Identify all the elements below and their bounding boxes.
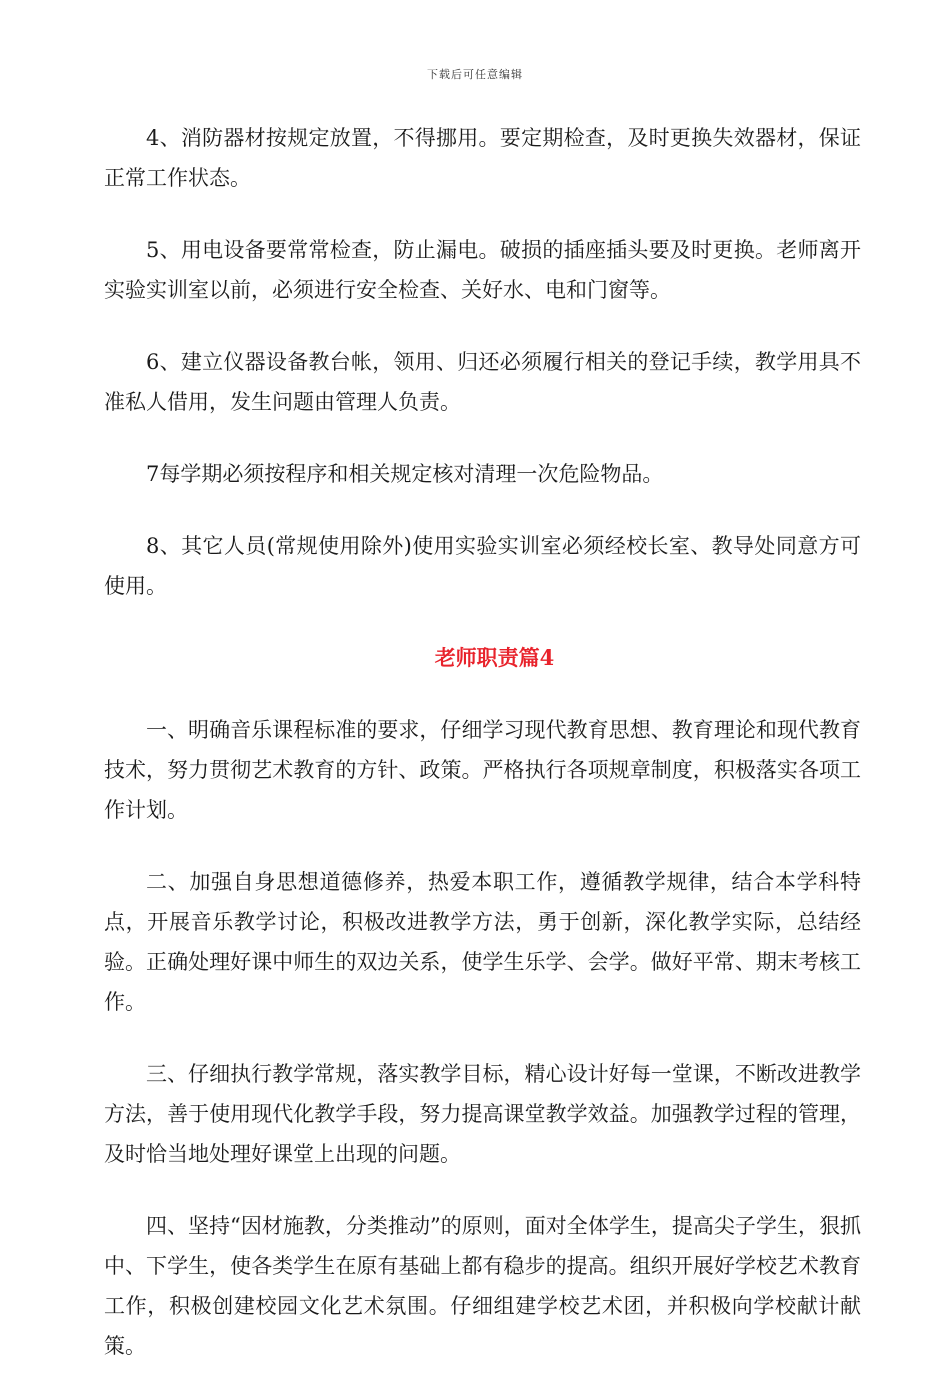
paragraph-item-5: 5、用电设备要常常检查，防止漏电。破损的插座插头要及时更换。老师离开实验实训室以前，必须进行安全检查、关好水、电和门窗等。 (104, 238, 861, 302)
duty-paragraph-2: 二、加强自身思想道德修养，热爱本职工作，遵循教学规律，结合本学科特点，开展音乐教学讨论，积极改进教学方法，勇于创新，深化教学实际，总结经验。正确处理好课中师生的双边关系，使学生乐学、会学。做好平常、期末考核工作。 (104, 870, 861, 1014)
paragraph-item-8: 8、其它人员(常规使用除外)使用实验实训室必须经校长室、教导处同意方可使用。 (104, 534, 861, 598)
page-header-note: 下载后可任意编辑 (427, 68, 523, 81)
section-heading: 老师职责篇4 (434, 645, 555, 670)
duty-paragraph-1: 一、明确音乐课程标准的要求，仔细学习现代教育思想、教育理论和现代教育技术，努力贯彻艺术教育的方针、政策。严格执行各项规章制度，积极落实各项工作计划。 (104, 718, 861, 822)
document-body (104, 118, 861, 1398)
paragraph-item-6: 6、建立仪器设备教台帐，领用、归还必须履行相关的登记手续，教学用具不准私人借用，发生问题由管理人负责。 (104, 350, 861, 414)
paragraph-item-4: 4、消防器材按规定放置，不得挪用。要定期检查，及时更换失效器材，保证正常工作状态。 (104, 126, 861, 190)
duty-paragraph-3: 三、仔细执行教学常规，落实教学目标，精心设计好每一堂课，不断改进教学方法，善于使用现代化教学手段，努力提高课堂教学效益。加强教学过程的管理，及时恰当地处理好课堂上出现的问题。 (104, 1062, 861, 1166)
paragraph-item-7: 7每学期必须按程序和相关规定核对清理一次危险物品。 (146, 462, 664, 486)
duty-paragraph-4: 四、坚持“因材施教，分类推动”的原则，面对全体学生，提高尖子学生，狠抓中、下学生，使各类学生在原有基础上都有稳步的提高。组织开展好学校艺术教育工作，积极创建校园文化艺术氛围。仔细组建学校艺术团，并积极向学校献计献策。 (104, 1214, 861, 1358)
